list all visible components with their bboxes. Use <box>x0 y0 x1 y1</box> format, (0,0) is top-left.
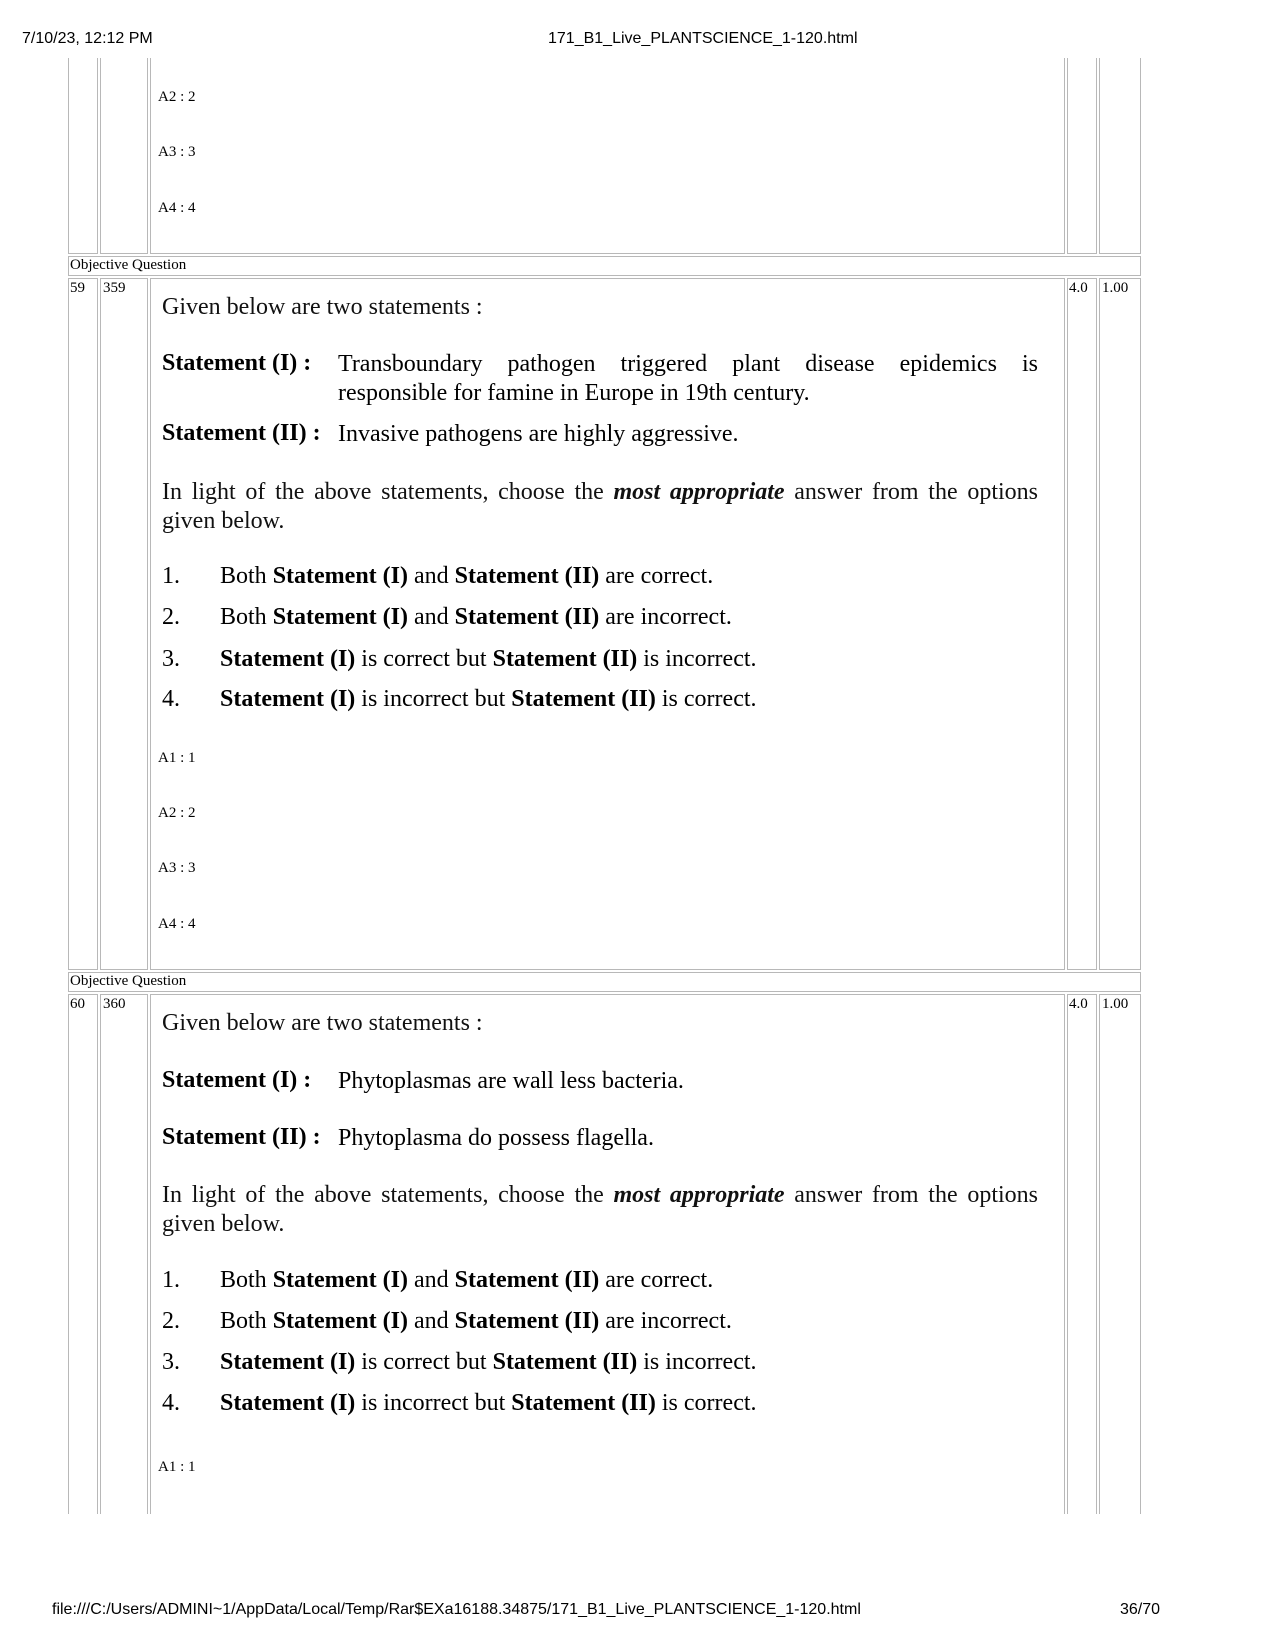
prev-qid-cell <box>100 58 148 254</box>
prev-negative-cell <box>1099 58 1141 254</box>
option-3-text: Statement (I) is correct but Statement (II) is incorrect. <box>220 1349 757 1375</box>
answer-option: A3 : 3 <box>158 144 196 160</box>
answer-option: A2 : 2 <box>158 89 196 105</box>
marks-cell <box>1067 994 1097 1514</box>
print-file-path: file:///C:/Users/ADMINI~1/AppData/Local/Temp/Rar$EXa16188.34875/171_B1_Live_PLANTSCIENCE_1-120.html <box>52 1601 861 1618</box>
option-number: 1. <box>162 1267 180 1293</box>
print-doc-title: 171_B1_Live_PLANTSCIENCE_1-120.html <box>548 30 858 47</box>
question-serial: 59 <box>70 280 85 296</box>
prev-question-cell <box>150 58 1065 254</box>
qid-cell <box>100 994 148 1514</box>
question-intro: Given below are two statements : <box>162 294 483 320</box>
answer-option: A4 : 4 <box>158 916 196 932</box>
sno-cell <box>68 278 98 970</box>
option-2-text: Both Statement (I) and Statement (II) are incorrect. <box>220 604 732 630</box>
option-number: 2. <box>162 604 180 630</box>
option-number: 3. <box>162 646 180 672</box>
option-3-text: Statement (I) is correct but Statement (II) is incorrect. <box>220 646 757 672</box>
prev-sno-cell <box>68 58 98 254</box>
option-2-text: Both Statement (I) and Statement (II) are incorrect. <box>220 1308 732 1334</box>
question-negative-marks: 1.00 <box>1102 280 1129 296</box>
answer-option: A4 : 4 <box>158 200 196 216</box>
option-number: 3. <box>162 1349 180 1375</box>
statement-2-label: Statement (II) : <box>162 1124 321 1150</box>
option-1-text: Both Statement (I) and Statement (II) are correct. <box>220 563 714 589</box>
statement-2-text: Invasive pathogens are highly aggressive. <box>338 421 739 447</box>
question-intro: Given below are two statements : <box>162 1010 483 1036</box>
question-serial: 60 <box>70 996 85 1012</box>
option-number: 2. <box>162 1308 180 1334</box>
question-marks: 4.0 <box>1069 996 1088 1012</box>
option-number: 4. <box>162 686 180 712</box>
question-negative-marks: 1.00 <box>1102 996 1129 1012</box>
question-prompt: In light of the above statements, choose the most appropriate answer from the options given below. <box>162 479 1038 534</box>
option-1-text: Both Statement (I) and Statement (II) are correct. <box>220 1267 714 1293</box>
answer-option: A1 : 1 <box>158 750 196 766</box>
statement-1-label: Statement (I) : <box>162 1067 312 1093</box>
negative-cell <box>1099 994 1141 1514</box>
answer-option: A2 : 2 <box>158 805 196 821</box>
prev-marks-cell <box>1067 58 1097 254</box>
section-label: Objective Question <box>70 973 187 989</box>
option-number: 4. <box>162 1390 180 1416</box>
answer-option: A3 : 3 <box>158 860 196 876</box>
question-id: 360 <box>103 996 126 1012</box>
sno-cell <box>68 994 98 1514</box>
negative-cell <box>1099 278 1141 970</box>
section-label-row <box>68 256 1141 276</box>
print-datetime: 7/10/23, 12:12 PM <box>22 30 153 47</box>
answer-option: A1 : 1 <box>158 1459 196 1475</box>
statement-2-text: Phytoplasma do possess flagella. <box>338 1125 654 1151</box>
statement-2-label: Statement (II) : <box>162 420 321 446</box>
statement-1-label: Statement (I) : <box>162 350 312 376</box>
qid-cell <box>100 278 148 970</box>
option-4-text: Statement (I) is incorrect but Statement (II) is correct. <box>220 686 757 712</box>
marks-cell <box>1067 278 1097 970</box>
section-label-row <box>68 972 1141 992</box>
section-label: Objective Question <box>70 257 187 273</box>
statement-1-text: Transboundary pathogen triggered plant disease epidemics is responsible for famine in Europe in 19th century. <box>338 351 1038 406</box>
option-number: 1. <box>162 563 180 589</box>
question-marks: 4.0 <box>1069 280 1088 296</box>
option-4-text: Statement (I) is incorrect but Statement (II) is correct. <box>220 1390 757 1416</box>
statement-1-text: Phytoplasmas are wall less bacteria. <box>338 1068 684 1094</box>
question-id: 359 <box>103 280 126 296</box>
print-page-number: 36/70 <box>1120 1601 1161 1618</box>
question-prompt: In light of the above statements, choose the most appropriate answer from the options given below. <box>162 1182 1038 1237</box>
